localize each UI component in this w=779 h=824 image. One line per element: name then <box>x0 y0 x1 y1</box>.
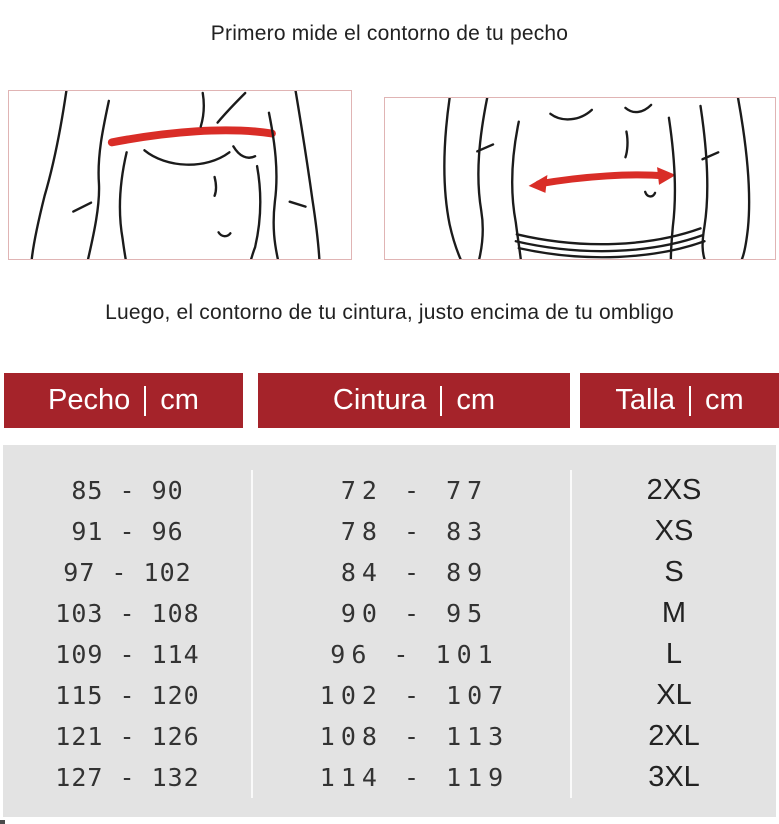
red-double-arrow <box>539 175 665 184</box>
cintura-value: 102 - 107 <box>319 681 510 710</box>
waist-instruction-text: Luego, el contorno de tu cintura, justo encima de tu ombligo <box>105 301 674 324</box>
table-header-row <box>0 373 779 428</box>
talla-value: S <box>664 556 684 588</box>
cintura-value: 108 - 113 <box>319 722 510 751</box>
cintura-value: 78 - 83 <box>340 517 489 546</box>
column-pecho <box>3 470 253 798</box>
arrow-head-left <box>529 175 548 193</box>
pecho-value: 109 - 114 <box>55 640 200 669</box>
cintura-value: 96 - 101 <box>330 640 499 669</box>
header-cintura-unit: cm <box>456 384 496 416</box>
cintura-value: 114 - 119 <box>319 763 510 792</box>
header-cintura <box>258 373 570 428</box>
talla-value: 2XL <box>648 720 700 752</box>
talla-value: 3XL <box>648 761 700 793</box>
bottom-left-edge-mark <box>0 820 5 824</box>
header-pecho <box>4 373 243 428</box>
pecho-value: 127 - 132 <box>55 763 200 792</box>
header-talla-unit: cm <box>704 384 744 416</box>
header-cintura-label: Cintura <box>332 384 427 416</box>
header-separator-bar <box>689 386 691 416</box>
waist-measurement-illustration <box>385 98 775 259</box>
pecho-value: 103 - 108 <box>55 599 200 628</box>
talla-value: XS <box>654 515 694 547</box>
pecho-value: 115 - 120 <box>55 681 200 710</box>
pecho-value: 91 - 96 <box>71 517 184 546</box>
header-separator-bar <box>440 386 442 416</box>
header-separator-bar <box>144 386 146 416</box>
cintura-value: 84 - 89 <box>340 558 489 587</box>
waist-measurement-figure <box>384 97 776 260</box>
column-cintura <box>253 470 572 798</box>
chest-instruction-text: Primero mide el contorno de tu pecho <box>210 22 569 45</box>
chest-measurement-figure <box>8 90 352 260</box>
header-pecho-unit: cm <box>160 384 199 416</box>
cintura-value: 72 - 77 <box>340 476 489 505</box>
pecho-value: 85 - 90 <box>71 476 184 505</box>
column-talla <box>572 470 776 798</box>
pecho-value: 121 - 126 <box>55 722 200 751</box>
talla-value: 2XS <box>646 474 702 506</box>
talla-value: XL <box>656 679 692 711</box>
size-table-body <box>3 445 776 817</box>
talla-value: L <box>665 638 683 670</box>
pecho-value: 97 - 102 <box>63 558 192 587</box>
cintura-value: 90 - 95 <box>340 599 489 628</box>
chest-measurement-illustration <box>9 91 351 259</box>
header-pecho-label: Pecho <box>48 384 131 416</box>
talla-value: M <box>661 597 687 629</box>
header-talla <box>580 373 779 428</box>
arrow-head-right <box>657 167 676 185</box>
red-measuring-band <box>112 130 272 142</box>
header-talla-label: Talla <box>615 384 675 416</box>
